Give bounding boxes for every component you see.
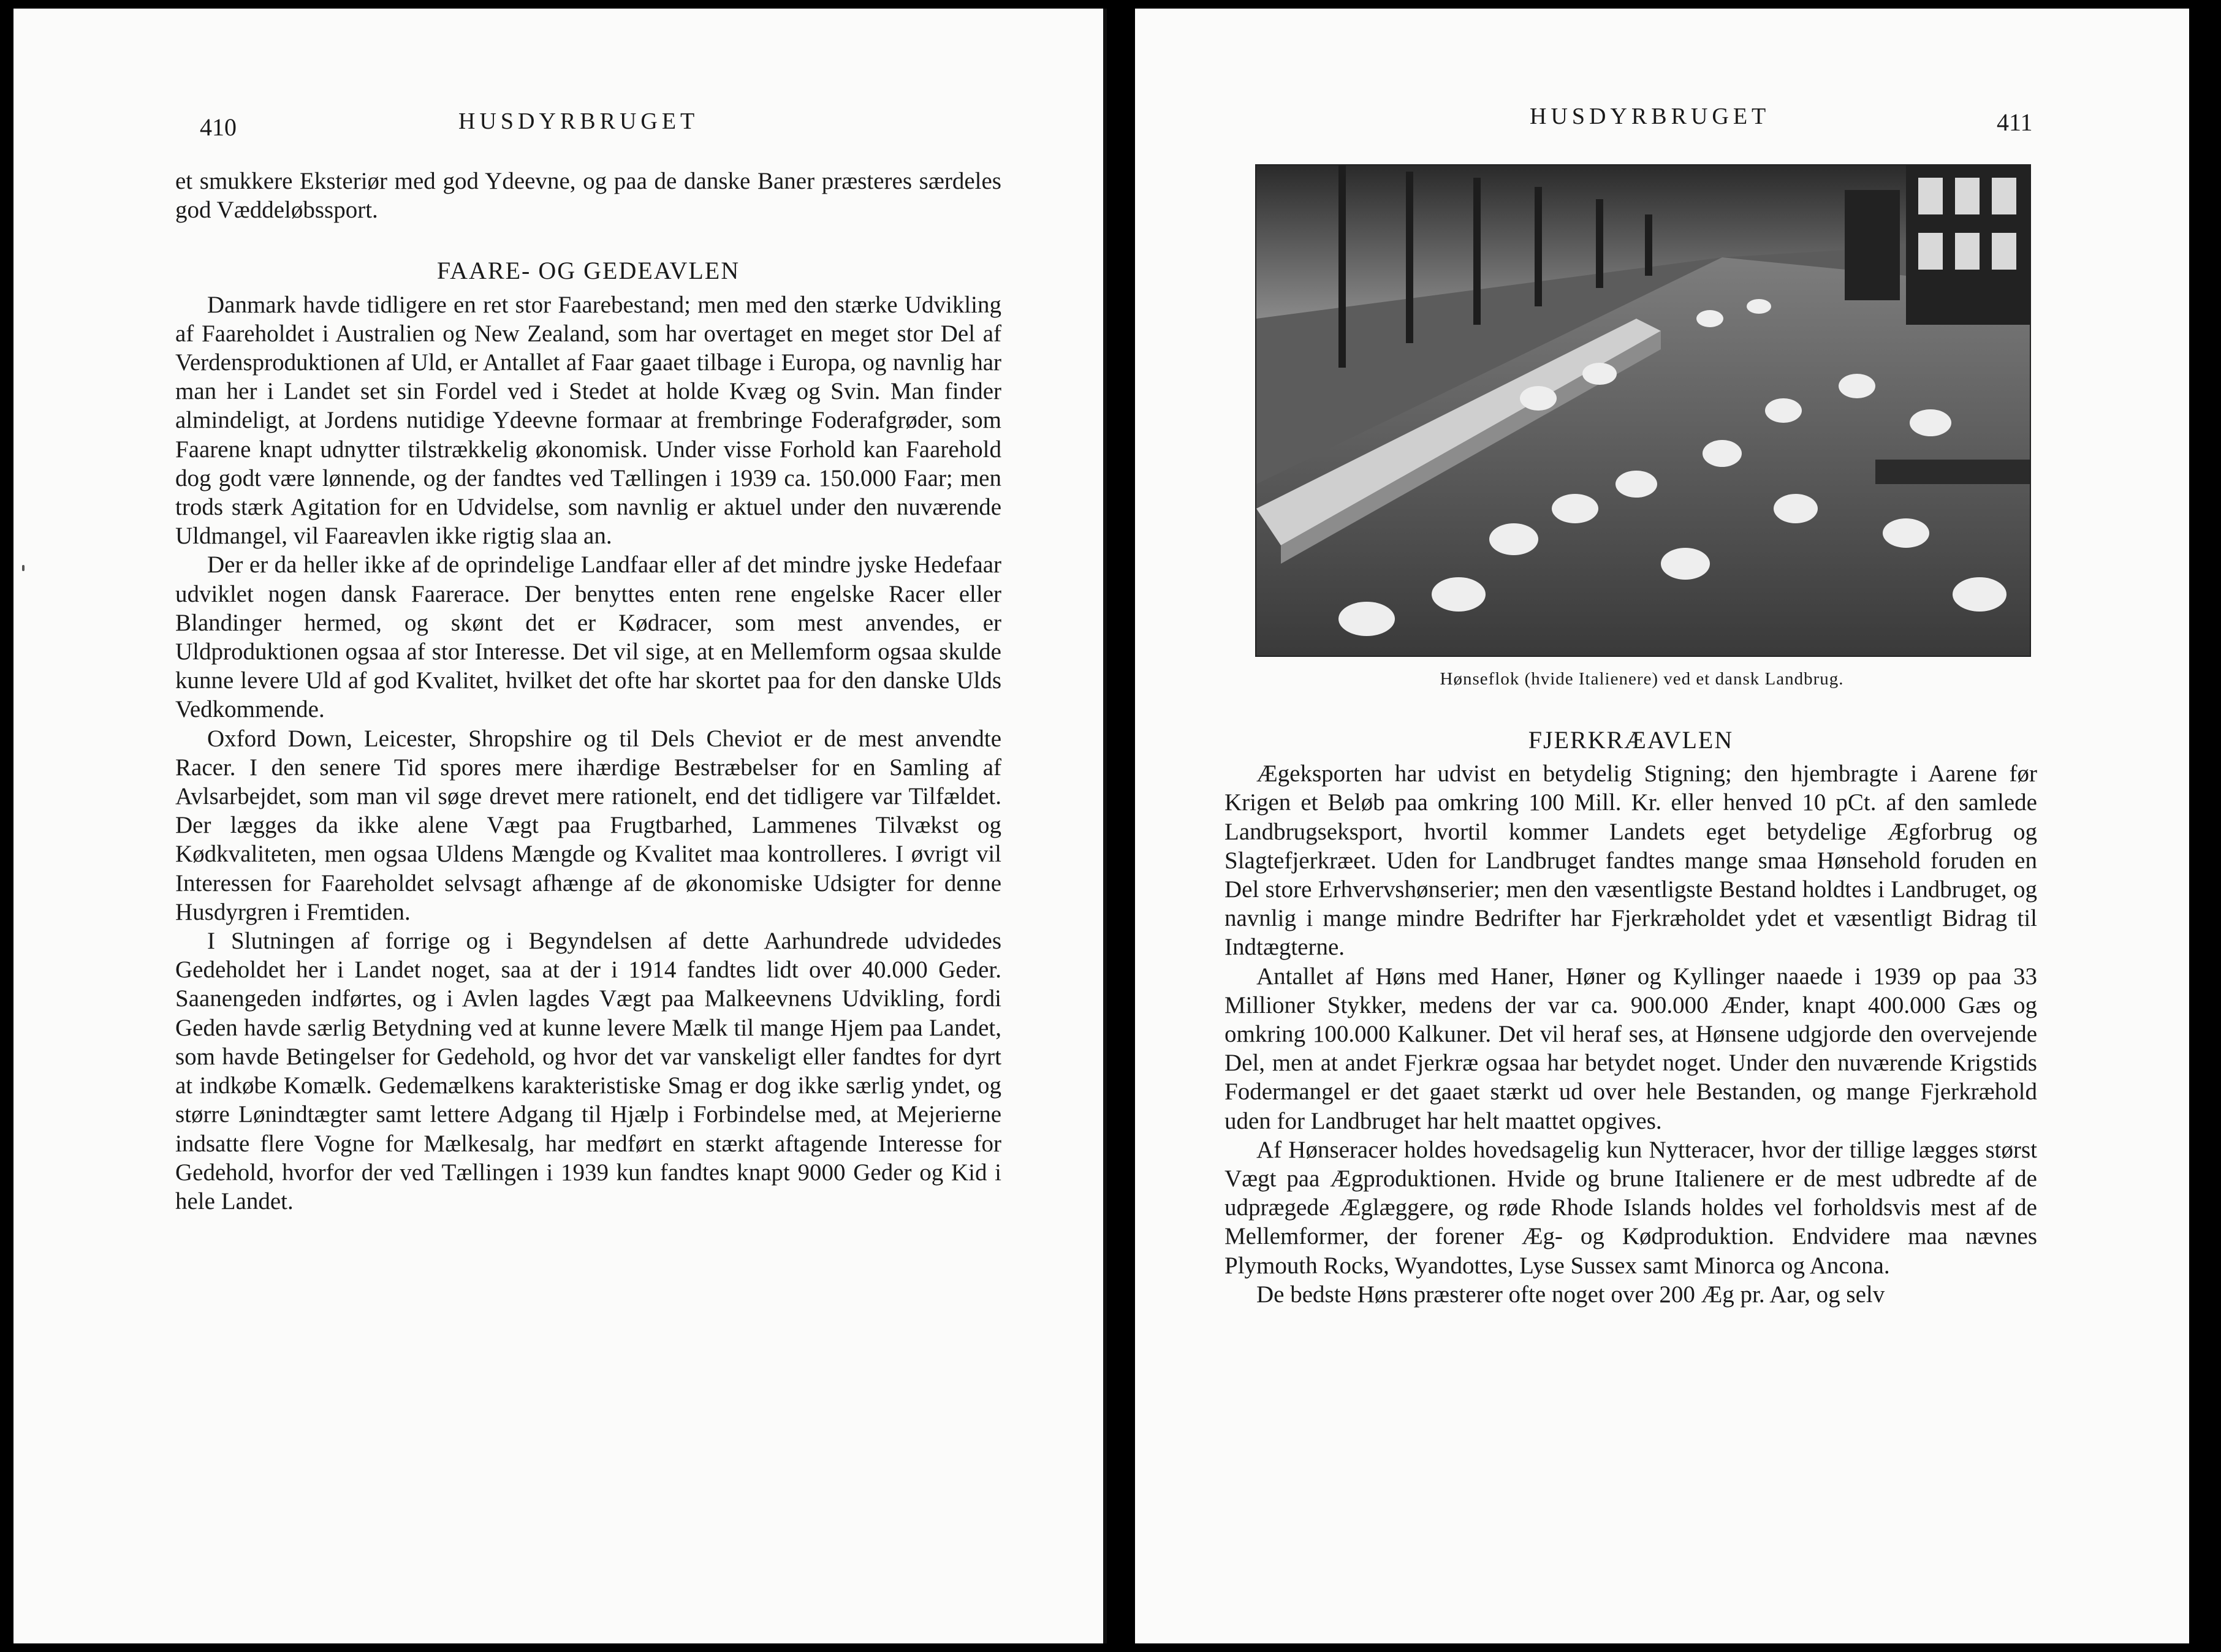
paragraph: Danmark havde tidligere en ret stor Faarebestand; men med den stærke Udvikling af Faareholdet i Australien og New Zealand, som har overtaget en meget stor Del af Verdensproduktionen af Uld, er Antallet af Faar gaaet tilbage i Europa, og navnlig har man her i Landet set sin Fordel ved i Stedet at holde Kvæg og Svin. Man finder almindeligt, at Jordens nutidige Ydeevne formaar at frembringe Foderafgrøder, som Faarene knapt udnytter tilstrækkelig økonomisk. Under visse Forhold kan Faarehold dog godt være lønnende, og der fandtes ved Tællingen i 1939 ca. 150.000 Faar; men trods stærk Agitation for en Udvidelse, som navnlig er aktuel under den nuværende Uldmangel, vil Faareavlen ikke rigtig slaa an. [175,291,1001,550]
paragraph: Oxford Down, Leicester, Shropshire og til Dels Cheviot er de mest anvendte Racer. I den senere Tid spores mere ihærdige Bestræbelser for en Samling af Avlsarbejdet, som man vil søge drevet mere rationelt, end det tidligere var Tilfældet. Der lægges da ikke alene Vægt paa Frugtbarhed, Lammenes Tilvækst og Kødkvaliteten, men ogsaa Uldens Mængde og Kvalitet maa kontrolleres. I øvrigt vil Interessen for Faareholdet selvsagt afhænge af de økonomiske Udsigter for denne Husdyrgren i Fremtiden. [175,725,1001,925]
paragraph: I Slutningen af forrige og i Begyndelsen af dette Aarhundrede udvidedes Gedeholdet her i Landet noget, saa at der i 1914 fandtes lidt over 40.000 Geder. Saanengeden indførtes, og i Avlen lagdes Vægt paa Malkeevnens Udvikling, fordi Geden havde særlig Betydning ved at kunne levere Mælk til mange Hjem paa Landet, som havde Betingelser for Gedehold, og hvor det var vanskeligt eller fandtes for dyrt at indkøbe Komælk. Gedemælkens karakteristiske Smag er dog ikke særlig yndet, og større Lønindtægter samt lettere Adgang til Hjælp i Forbindelse med, at Mejerierne indsatte flere Vogne for Mælkesalg, har medført en stærkt aftagende Interesse for Gedehold, hvorfor der ved Tællingen i 1939 kun fandtes knapt 9000 Geder og Kid i hele Landet. [175,928,1001,1214]
left-page-number: 410 [200,113,237,141]
paragraph: et smukkere Eksteriør med god Ydeevne, og paa de danske Baner præsteres særdeles god Væddeløbssport. [175,168,1001,224]
photo-illustration [1256,165,2030,656]
page-edge-mark [22,565,25,571]
paragraph: Af Hønseracer holdes hovedsagelig kun Nytteracer, hvor der tillige lægges størst Vægt paa Ægproduktionen. Hvide og brune Italienere er de mest udbredte af de udprægede Æglæggere, og røde Rhode Islands holdes vel forholdsvis mest af de Mellemformer, der forener Æg- og Kødproduktion. Endvidere maa nævnes Plymouth Rocks, Wyandottes, Lyse Sussex samt Minorca og Ancona. [1224,1136,2037,1279]
right-page-number: 411 [1997,108,2033,136]
paragraph: Der er da heller ikke af de oprindelige Landfaar eller af det mindre jyske Hedefaar udviklet nogen dansk Faarerace. Der benyttes enten rene engelske Racer eller Blandinger hermed, og skønt det er Kødracer, som mest anvendes, er Uldproduktionen ogsaa af stor Interesse. Det vil sige, at en Mellemform ogsaa skulde kunne levere Uld af god Kvalitet, hvilket det ofte har skortet paa for den danske Ulds Vedkommende. [175,551,1001,723]
paragraph: Antallet af Høns med Haner, Høner og Kyllinger naaede i 1939 op paa 33 Millioner Stykker, medens der var ca. 900.000 Ænder, knapt 400.000 Gæs og omkring 100.000 Kalkuner. Det vil heraf ses, at Hønsene udgjorde den overvejende Del, men at andet Fjerkræ ogsaa har betydet noget. Under den nuværende Krigstids Fodermangel er det gaaet stærkt ud over hele Bestanden, og mange Fjerkræhold uden for Landbruget har helt maattet opgives. [1224,963,2037,1134]
photo-caption: Hønseflok (hvide Italienere) ved et dansk Landbrug. [1440,669,1844,689]
left-body-text [175,167,1001,1216]
right-body-text [1224,726,2037,1309]
right-running-head: HUSDYRBRUGET [1530,104,1771,129]
book-gutter [1107,0,1135,1652]
chicken-house-photo [1255,164,2031,657]
section-heading: FAARE- OG GEDEAVLEN [436,257,740,285]
left-running-head: HUSDYRBRUGET [458,108,699,134]
paragraph: Ægeksporten har udvist en betydelig Stigning; den hjembragte i Aarene før Krigen et Beløb paa omkring 100 Mill. Kr. eller henved 10 pCt. af den samlede Landbrugseksport, hvortil kommer Landets eget betydelige Ægforbrug og Slagtefjerkræet. Uden for Landbruget fandtes mange smaa Hønsehold foruden en Del store Erhvervshønserier; men den væsentligste Bestand holdtes i Landbruget, og navnlig i mange mindre Bedrifter har Fjerkræholdet ydet et væsentligt Bidrag til Indtægterne. [1224,760,2037,961]
paragraph: De bedste Høns præsterer ofte noget over 200 Æg pr. Aar, og selv [1256,1281,1885,1308]
section-heading: FJERKRÆAVLEN [1528,726,1734,754]
